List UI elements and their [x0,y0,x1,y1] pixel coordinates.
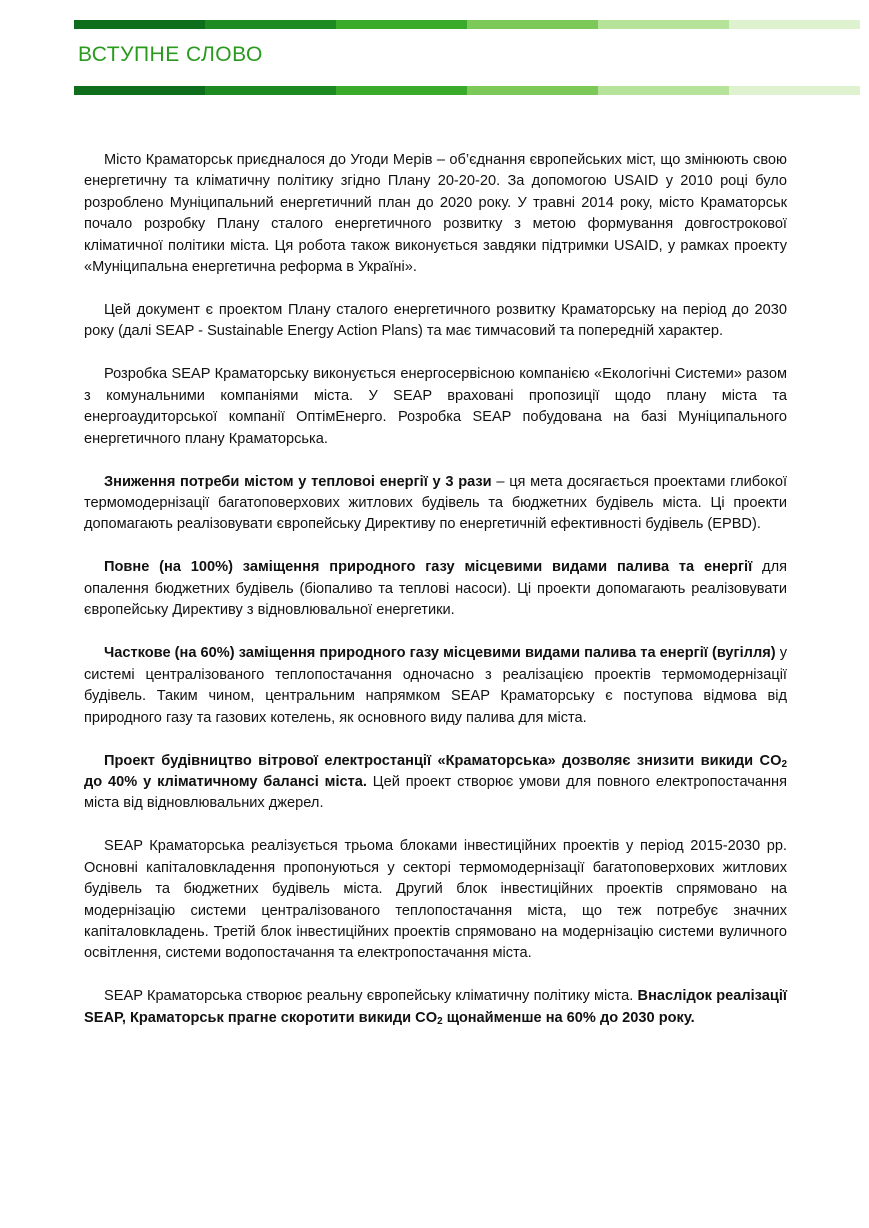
paragraph-conclusion [84,986,787,1029]
rule-segment [598,86,729,95]
bold-text: до 40% у кліматичному балансі міста. [84,773,367,790]
rule-segment [729,86,860,95]
paragraph-partial-gas-replacement [84,643,787,729]
rule-segment [467,86,598,95]
paragraph-text: для опалення бюджетних будівель (біопаливо та теплові насоси). Ці проекти допомагають реалізовувати європейську Директиву з відновлювальної енергетики. [84,559,787,619]
header-top-rule [74,20,860,29]
header-bottom-rule [74,86,860,95]
paragraph-intro: Місто Краматорськ приєдналося до Угоди Мерів – об’єднання європейських міст, що змінюють свою енергетичну та кліматичну політику згідно Плану 20-20-20. За допомогою USAID у 2010 році було розроблено Муніципальний енергетичний план до 2020 року. У травні 2014 року, місто Краматорськ почало розробку Плану сталого енергетичного розвитку з метою формування довгострокової кліматичної політики міста. Ця робота також виконується завдяки підтримки USAID, у рамках проекту «Муніципальна енергетична реформа в Україні». [84,152,787,276]
paragraph-text: SEAP Краматорська створює реальну європейську кліматичну політику міста. [104,988,638,1005]
paragraph-full-gas-replacement [84,557,787,621]
rule-segment [205,86,336,95]
paragraph-lead-bold: Повне (на 100%) заміщення природного газу місцевими видами палива та енергії [104,559,753,576]
paragraph-lead-bold: Зниження потреби містом у тепловоі енергії у 3 рази [104,473,492,490]
rule-segment [729,20,860,29]
paragraph-investment-blocks: SEAP Краматорська реалізується трьома блоками інвестиційних проектів у період 2015-2030 рр. Основні капіталовкладення пропонуються у секторі термомодернізації багатоповерхових житлових будівель та бюджетних будівель міста. Другий блок інвестиційних проектів спрямовано на модернізацію системи централізованого теплопостачання міста, що теж потребує значних капіталовкладень. Третій блок інвестиційних проектів спрямовано на модернізацію системи вуличного освітлення, системи водопостачання та електропостачання міста. [84,838,787,962]
bold-text: Проект будівництво вітрової електростанції «Краматорська» дозволяє знизити викиди CO [104,752,782,769]
paragraph-document-status: Цей документ є проектом Плану сталого енергетичного розвитку Краматорську на період до 2030 року (далі SEAP - Sustainable Energy Action Plans) та має тимчасовий та попередній характер. [84,302,787,340]
paragraph-lead-bold: Часткове (на 60%) заміщення природного газу місцевими видами палива та енергії (вугілля) [104,645,776,662]
subscript: 2 [437,1015,443,1027]
rule-segment [336,86,467,95]
subscript: 2 [781,758,787,770]
rule-segment [467,20,598,29]
paragraph-development: Розробка SEAP Краматорську виконується енергосервісною компанією «Екологічні Системи» разом з комунальними компаніями міста. У SEAP враховані пропозиції щодо плану міста та енергоаудиторської компанії ОптімЕнерго. Розробка SEAP побудована на базі Муніципального енергетичного плану Краматорська. [84,366,787,447]
paragraph-text: у системі централізованого теплопостачання одночасно з реалізацією проектів термомодернізації будівель. Таким чином, центральним напрямком SEAP Краматорську є поступова відмова від природного газу та газових котелень, як основного виду палива для міста. [84,645,787,726]
paragraph-text: – ця мета досягається проектами глибокої термомодернізації багатоповерхових житлових будівель та бюджетних будівель міста. Ці проекти допомагають реалізовувати європейську Директиву по енергетичній ефективності будівель (EPBD). [84,473,787,533]
document-body [84,150,787,1051]
rule-segment [74,86,205,95]
paragraph-text: Цей проект створює умови для повного електропостачання міста від відновлювальних джерел. [84,773,787,812]
rule-segment [598,20,729,29]
bold-text: Внаслідок реалізації SEAP, Краматорськ прагне скоротити викиди CO [84,988,787,1026]
bold-text: щонайменше на 60% до 2030 року. [442,1009,695,1026]
rule-segment [205,20,336,29]
page-title: ВСТУПНЕ СЛОВО [78,43,263,66]
rule-segment [336,20,467,29]
paragraph-heat-reduction [84,472,787,536]
rule-segment [74,20,205,29]
paragraph-wind-plant [84,751,787,815]
